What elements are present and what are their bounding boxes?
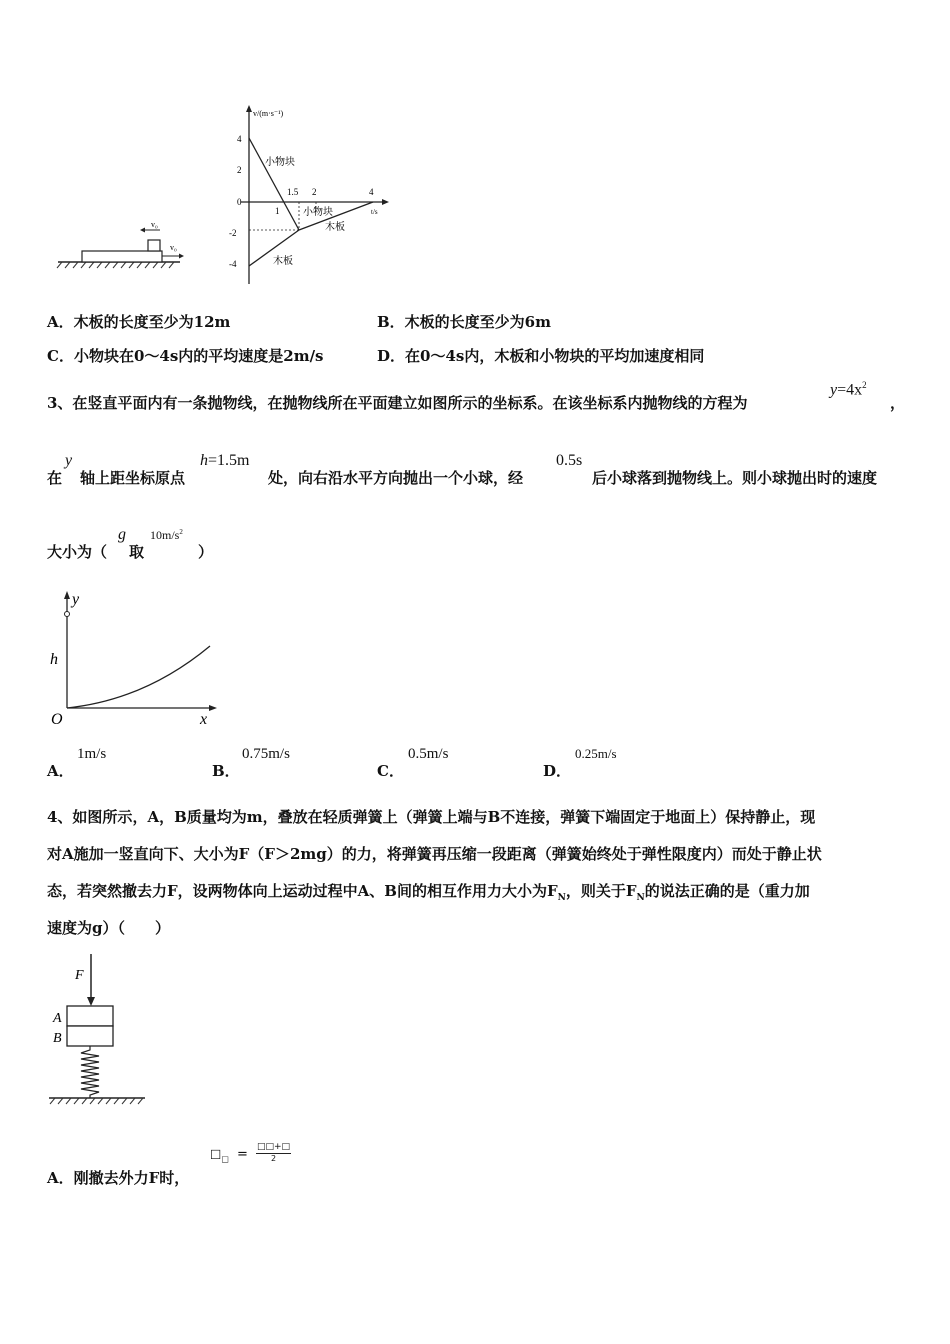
q2-option-c[interactable]: C．小物块在0～4s内的平均速度是2m/s [47,347,324,365]
launch-point [65,612,70,617]
vt-ytick: 2 [237,165,242,175]
q3-y-var: y [65,452,73,469]
parabola-curve [67,646,210,708]
q3-time: 0.5s [556,452,583,469]
q4-line1: 4、如图所示，A，B质量均为m，叠放在轻质弹簧上（弹簧上端与B不连接，弹簧下端固定于地面上）保持静止，现 [47,808,816,826]
block-a-label: A [53,1011,62,1026]
q3-text: 3、在竖直平面内有一条抛物线，在抛物线所在平面建立如图所示的坐标系。在该坐标系内抛物线的方程为 [47,394,748,412]
q4-line2: 对A施加一竖直向下、大小为F（F＞2mg）的力，将弹簧再压缩一段距离（弹簧始终处于弹性限度内）而处于静止状 [47,845,822,863]
vt-graph [225,102,395,287]
q3-equation: $y=4x^2$ [830,380,867,399]
q3-line3b: 取 [129,543,145,561]
vt-xtick: 2 [312,187,317,197]
q3-option-c-label[interactable]: C． [377,762,404,780]
vt-xtick: 4 [369,187,374,197]
block-board-figure [50,210,200,272]
board-velocity-label: v₀ [170,243,177,252]
q2-option-a[interactable]: A．木板的长度至少为12m [47,313,231,331]
q3-g-value: $10m/s^2$ [150,528,183,542]
vt-label-block: 小物块 [303,207,333,218]
q3-option-d-label[interactable]: D． [543,762,572,780]
block-velocity-label: v₀ [151,220,158,229]
parabola-origin: O [51,711,63,728]
q4-line3: 态，若突然撤去力F，设两物体向上运动过程中A、B间的相互作用力大小为$F_N$，则关于$F_N$的说法正确的是（重力加 [47,882,810,903]
spring [81,1046,99,1098]
vt-label-board: 木板 [273,256,293,267]
q3-line2c: 处，向右沿水平方向抛出一个小球，经 [268,469,524,487]
block-a [67,1006,113,1026]
vt-label-board: 木板 [325,222,345,233]
q3-line1 [47,392,747,413]
parabola-y-label: y [72,591,80,608]
block-line [249,138,299,230]
q3-option-d-value[interactable]: 0.25m/s [575,746,617,761]
q3-option-c-value[interactable]: 0.5m/s [408,746,449,762]
block-b-label: B [53,1031,62,1046]
vt-xtick: 1 [275,206,280,216]
vt-label-block: 小物块 [265,157,295,168]
force-label: F [75,968,84,983]
q3-line2: 在 [47,469,63,487]
board [82,251,162,262]
q3-option-a-value[interactable]: 1m/s [77,746,107,762]
q3-line3c: ） [198,543,214,561]
q3-line2b: 轴上距坐标原点 [80,469,186,487]
q2-option-d[interactable]: D．在0～4s内，木板和小物块的平均加速度相同 [377,347,705,365]
q3-line1-end: ， [890,394,906,412]
block [148,240,160,251]
parabola-h-label: h [50,651,58,668]
block-b [67,1026,113,1046]
parabola-graph [45,588,225,728]
vt-ytick: -2 [229,228,237,238]
q4-line4: 速度为g）（ ） [47,919,170,937]
q4-option-a-formula: $□_□$ = □□+□ 2 [210,1142,291,1164]
spring-figure [45,952,155,1110]
q4-option-a[interactable]: A．刚撤去外力F时， [47,1169,190,1187]
q3-line3: 大小为（ [47,543,108,561]
parabola-x-label: x [200,711,208,728]
q3-g-var: g [118,526,126,543]
vt-ylabel: v/(m·s⁻¹) [253,109,284,118]
vt-xlabel: t/s [371,208,378,216]
q2-option-b[interactable]: B．木板的长度至少为6m [377,313,551,331]
q3-h-value: h=1.5m [200,452,250,469]
q3-line2d: 后小球落到抛物线上。则小球抛出时的速度 [592,469,878,487]
vt-xtick: 1.5 [287,187,299,197]
vt-ytick: 4 [237,134,242,144]
vt-ytick: -4 [229,259,237,269]
q3-option-b-value[interactable]: 0.75m/s [242,746,290,762]
vt-ytick: 0 [237,197,242,207]
q3-option-b-label[interactable]: B． [212,762,240,780]
q3-option-a-label[interactable]: A． [47,762,74,780]
